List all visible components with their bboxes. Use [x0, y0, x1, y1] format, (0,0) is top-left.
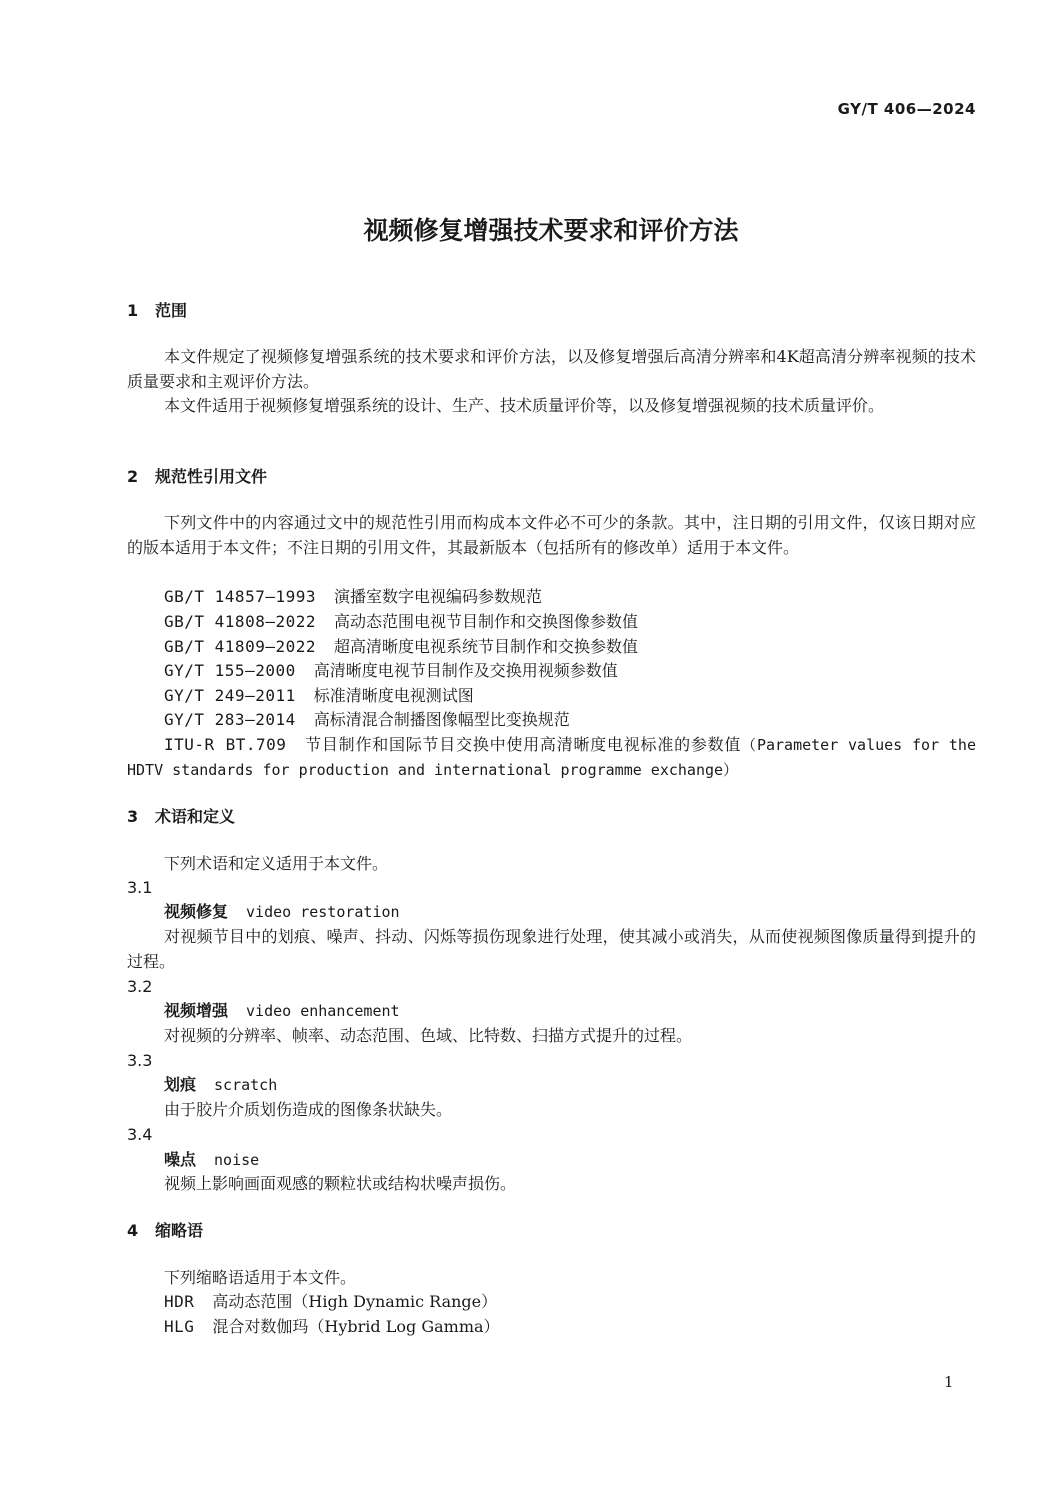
standard-code: GY/T 406—2024 — [837, 100, 976, 118]
section-2-heading — [127, 465, 267, 489]
reference-title: 高标清混合制播图像幅型比变换规范 — [313, 710, 570, 729]
reference-item-itu — [127, 733, 976, 782]
term-entry — [164, 999, 400, 1023]
term-number: 3.4 — [127, 1125, 153, 1144]
term-definition: 对视频节目中的划痕、噪声、抖动、闪烁等损伤现象进行处理，使其减小或消失，从而使视频图像质量得到提升的过程。 — [127, 927, 976, 971]
scope-paragraph-1: 本文件规定了视频修复增强系统的技术要求和评价方法，以及修复增强后高清分辨率和4K超高清分辨率视频的技术质量要求和主观评价方法。 — [127, 347, 976, 391]
reference-title-en: （Parameter values for the HDTV standards for production and international programme exchange） — [127, 736, 976, 779]
term-en: noise — [214, 1151, 260, 1169]
term-entry — [164, 1073, 277, 1097]
term-en: scratch — [214, 1076, 278, 1094]
reference-title: 标准清晰度电视测试图 — [313, 686, 474, 705]
reference-item — [164, 659, 618, 683]
reference-title: 高动态范围电视节目制作和交换图像参数值 — [334, 612, 639, 631]
reference-title: 演播室数字电视编码参数规范 — [334, 587, 543, 606]
section-title: 规范性引用文件 — [155, 467, 268, 486]
abbreviation-description: 混合对数伽玛（Hybrid Log Gamma） — [212, 1317, 500, 1336]
section-number: 2 — [127, 467, 139, 486]
page-number: 1 — [944, 1373, 954, 1391]
reference-code: GB/T 41809—2022 — [164, 637, 316, 656]
section-number: 3 — [127, 807, 139, 826]
term-zh: 视频修复 — [164, 902, 229, 921]
reference-item — [164, 585, 542, 609]
term-entry — [164, 900, 400, 924]
reference-code: GB/T 41808—2022 — [164, 612, 316, 631]
normative-references-intro: 下列文件中的内容通过文中的规范性引用而构成本文件必不可少的条款。其中，注日期的引用文件，仅该日期对应的版本适用于本文件；不注日期的引用文件，其最新版本（包括所有的修改单）适用于本文件。 — [127, 513, 976, 557]
abbreviation: HDR — [164, 1292, 195, 1311]
reference-title: 超高清晰度电视系统节目制作和交换参数值 — [334, 637, 639, 656]
abbreviation-item — [164, 1290, 497, 1314]
section-title: 术语和定义 — [155, 807, 236, 826]
term-number: 3.1 — [127, 878, 153, 897]
abbreviation-item — [164, 1315, 500, 1339]
reference-code: GY/T 249—2011 — [164, 686, 296, 705]
reference-code: ITU-R BT.709 — [164, 735, 287, 754]
term-definition: 视频上影响画面观感的颗粒状或结构状噪声损伤。 — [164, 1174, 517, 1193]
abbreviations-intro: 下列缩略语适用于本文件。 — [164, 1268, 357, 1287]
term-definition: 由于胶片介质划伤造成的图像条状缺失。 — [164, 1100, 453, 1119]
reference-item — [164, 708, 570, 732]
reference-item — [164, 684, 474, 708]
reference-code: GY/T 155—2000 — [164, 661, 296, 680]
term-zh: 划痕 — [164, 1075, 197, 1094]
section-title: 缩略语 — [155, 1221, 204, 1240]
term-zh: 噪点 — [164, 1150, 197, 1169]
document-title: 视频修复增强技术要求和评价方法 — [363, 216, 739, 245]
reference-item — [164, 635, 638, 659]
abbreviation: HLG — [164, 1317, 195, 1336]
term-zh: 视频增强 — [164, 1001, 229, 1020]
scope-paragraph-2: 本文件适用于视频修复增强系统的设计、生产、技术质量评价等，以及修复增强视频的技术质量评价。 — [164, 396, 885, 415]
section-4-heading — [127, 1219, 203, 1243]
term-en: video enhancement — [246, 1002, 400, 1020]
reference-code: GY/T 283—2014 — [164, 710, 296, 729]
reference-item — [164, 610, 638, 634]
reference-code: GB/T 14857—1993 — [164, 587, 316, 606]
abbreviation-description: 高动态范围（High Dynamic Range） — [212, 1292, 498, 1311]
section-3-heading — [127, 805, 235, 829]
section-number: 4 — [127, 1221, 139, 1240]
terms-intro: 下列术语和定义适用于本文件。 — [164, 854, 389, 873]
term-definition: 对视频的分辨率、帧率、动态范围、色域、比特数、扫描方式提升的过程。 — [164, 1026, 693, 1045]
term-number: 3.2 — [127, 977, 153, 996]
reference-title: 高清晰度电视节目制作及交换用视频参数值 — [313, 661, 618, 680]
section-title: 范围 — [155, 301, 188, 320]
term-en: video restoration — [246, 903, 400, 921]
term-entry — [164, 1148, 259, 1172]
term-number: 3.3 — [127, 1051, 153, 1070]
reference-title-zh: 节目制作和国际节目交换中使用高清晰度电视标准的参数值 — [304, 735, 742, 754]
section-number: 1 — [127, 301, 139, 320]
section-1-heading — [127, 299, 187, 323]
